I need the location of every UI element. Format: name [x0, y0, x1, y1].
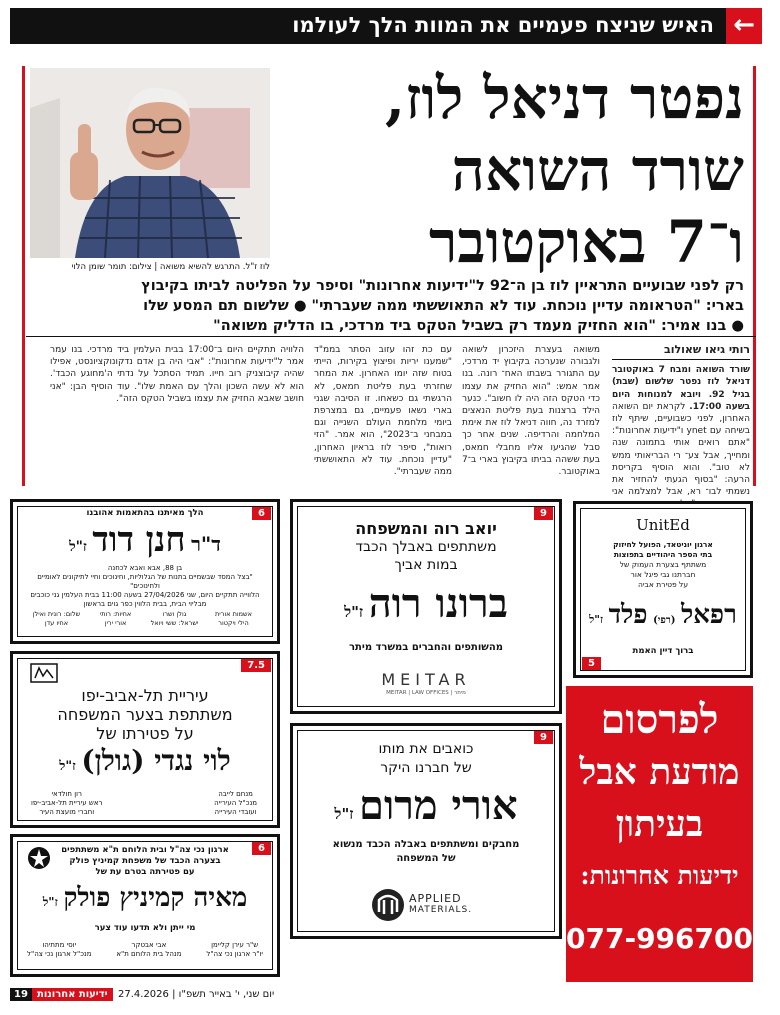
- article-column-1: [612, 343, 751, 498]
- divider: [26, 336, 756, 337]
- sign-role: מנהל בית הלוחם ת"א: [116, 950, 182, 958]
- sub-line: מחבקים ומשתתפים באבלה הכבד מנשוא: [332, 839, 520, 850]
- family-member: שלום: רונית ואילן: [32, 610, 81, 618]
- sub-line: של המשפחה: [396, 853, 456, 864]
- issue-date: יום שני, י' באייר תשפ"ו | 27.4.2026: [118, 989, 275, 1000]
- article-text: הלוויה תתקיים היום ב־17:00 בבית העלמין ביד מרדכי. בנו עמר אמר ל"ידיעות אחרונות": "אבי היה בן אדם נדקונוקציונסט, אפילו שהיה קיבוצניק רוב חייו. תמיד הסתכל על נדתי ה'מחוגע הכבד'. הוא לא עשה השכון והלך עם האמת שלו". עוד הוסיף הבן: "אני חושב שאבא החזיק את עצמו בשביל הטקס הזה".: [50, 345, 304, 404]
- back-arrow-icon[interactable]: ←: [726, 8, 762, 44]
- sign-role: יו"ר ארגון נכי צה"ל: [206, 950, 263, 958]
- notice-line: חברתנו גבי פיגל אור: [630, 570, 696, 579]
- notice-name: חנן דוד: [92, 520, 186, 560]
- sign-line: רון חולדאי: [51, 790, 82, 798]
- price-badge: 9: [534, 731, 553, 744]
- notice-suffix: ז"ל: [69, 539, 87, 555]
- notice-name: ברונו רוה: [368, 580, 508, 627]
- notice-line: משתתפת בצער המשפחה: [57, 705, 233, 724]
- sign-line: ראש עיריית תל-אביב-יפו: [31, 799, 103, 807]
- notice-name: אורי מרום: [359, 782, 518, 829]
- sign-name: אבי אבטקר: [131, 941, 167, 949]
- signature: [206, 941, 263, 959]
- notice-line: במות אביך: [394, 557, 458, 573]
- notice-suffix: ז"ל: [589, 613, 604, 626]
- death-notice-maya-folk: [10, 834, 280, 977]
- notice-motto: מי ייתן ולא תדעו עוד צער: [94, 923, 196, 933]
- notice-header: הלך מאיתנו בהתאמות אהובנו: [86, 508, 204, 518]
- notice-lines: [13, 845, 277, 878]
- notice-line: על פטירת אביה: [637, 580, 689, 589]
- notice-motto: ברוך דיין האמת: [632, 646, 694, 656]
- article-column-3: [314, 344, 452, 484]
- notice-line: עם פטירתה בטרם עת של: [95, 867, 195, 877]
- signature-right: [214, 790, 257, 817]
- death-notice-rafael-peled: [573, 501, 753, 678]
- family-member: ישראל: ששי ויואל: [150, 619, 199, 627]
- notice-name-row: [293, 782, 559, 829]
- price-badge: 7.5: [241, 659, 271, 672]
- family-member: הילי ויקטור: [218, 619, 249, 627]
- section-header: [10, 8, 762, 44]
- logo-text-2: MATERIALS.: [409, 905, 473, 915]
- notice-name: מאיה קמיניץ פולק: [63, 883, 248, 913]
- signature: [116, 941, 181, 959]
- notice-suffix: ז"ל: [344, 603, 364, 621]
- price-badge: 9: [534, 507, 553, 520]
- family-member: אחיו עדן: [44, 619, 69, 627]
- sign-name: יוסי מתתיהו: [42, 941, 77, 949]
- signature-left: [31, 790, 102, 817]
- page-footer: [10, 986, 762, 1006]
- notice-name: לוי נגדי (גולן): [81, 744, 231, 777]
- detail-line: בן 88, אבא ואבא לכחנה: [107, 564, 183, 572]
- sign-line: מנחם לייבה: [218, 790, 253, 798]
- applied-materials-icon: [371, 888, 405, 922]
- notice-name-row: [13, 883, 277, 913]
- notice-name-row: [576, 600, 750, 630]
- logo-text: APPLIED: [409, 892, 462, 905]
- promo-phone[interactable]: 077-9967000: [566, 922, 773, 955]
- notice-lines: [576, 540, 750, 590]
- notice-line: משתתפים באבלך הכבד: [355, 539, 497, 555]
- notice-name-row: [13, 520, 277, 560]
- price-badge: 5: [582, 657, 601, 670]
- death-notice-levi-nagdi: [10, 651, 280, 828]
- family-member: אחיות: רותי: [99, 610, 132, 618]
- detail-line: מבליוי הבית, בבית הלווין כפר גוים בראשון: [83, 600, 207, 608]
- promo-line: מודעת אבל: [579, 751, 740, 793]
- article-text: עם כת זהו עזוב הסתר בממ"ד "שמענו יריות ופיצוץ בקירות, הייתי בטוח שזה יומו האחרון. את המחר שחזרתי בעת פליטת חמאס, לא הרגשתי גם כשאחו. זו הסיבה שגני בארי נשאו פעמיים, גם במצרפת ביומי מלחמת העולם השנייה וגם במבחני ב־2023", הוא אמר. "הזי רואות", סיפר לוז בראיון האחרון, "עדיין נוכחת. עוד לא התאוששתי ממה שעברתי".: [314, 345, 452, 478]
- portrait-illustration: [30, 68, 270, 258]
- sign-line: ועובדי העירייה: [214, 808, 257, 816]
- sign-name: ש"ר עירן קליימן: [211, 941, 259, 949]
- notice-lines: [13, 686, 277, 743]
- article-text: לקראת יום השואה האחרון, לפני כשבועיים, שיתף לוז בשיחה עם ynet ו"ידיעות אחרונות": "אתם רואים אותי בתמונה שנה ומחייך, אבל צע־ רי הבריאותי ממש לא טוב". והוא הוסיף בקריסת הרעה: "בסוף הגעתי להחזיר את נשמתי לבו־ רא, אבל למצלמה אני: [612, 401, 750, 498]
- notice-line: בתי הספר היהודיים בתפוצות: [613, 550, 713, 559]
- notice-line: בצערה הכבד של משפחת קמיניץ פולק: [69, 856, 221, 866]
- death-notice-uri-marom: [290, 723, 562, 939]
- notice-line: ארגון יוניטאד, הפועל לחיזוק: [613, 540, 713, 549]
- detail-line: "בצל המסד שבשמיים בתנות של הגלוליות, וחינוכים וחיי לתיקונים לאומיים ולחינוכים": [37, 573, 253, 590]
- notice-line: עיריית תל-אביב-יפו: [81, 686, 209, 705]
- price-badge: 6: [252, 507, 271, 520]
- death-notice-bruno-rove: [290, 499, 562, 714]
- notice-name-2: פלד: [608, 600, 648, 630]
- photo-caption: לוז ז"ל. התרגש להשיא משואה | צילום: תומר שומן הלוי: [71, 262, 270, 272]
- article-column-4: [50, 344, 304, 484]
- family-member: אורי ירין: [104, 619, 127, 627]
- notice-family: [27, 610, 263, 628]
- notice-sub: [293, 838, 559, 866]
- advertise-promo[interactable]: [566, 686, 773, 982]
- notice-nick: (רפי): [653, 615, 676, 626]
- notice-line: ארגון נכי צה"ל ובית הלוחם ת"א משתתפים: [61, 845, 229, 855]
- notice-lines: [293, 740, 559, 778]
- applied-materials-logo: [371, 886, 491, 926]
- promo-lines: [566, 694, 753, 902]
- byline: רותי גיאו שאולוב: [612, 344, 750, 360]
- family-member: גולן ושרו: [162, 610, 187, 618]
- signature: [27, 941, 91, 959]
- united-logo: UnitEd: [636, 516, 690, 534]
- article-text: משואה בעצרת היזכרון לשואה ולגבורה שנערכה בקיבוץ יד מרדכי, עם התגורר בשבתו האח־ רונה. בנו אמר אמש: "הוא החזיק את עצמו כדי הטקס הזה היה לו חשוב". כנער הילד ברצנות בעת פליטת הנאצים למזרד נה, חווה דניאל לוז את אימת המלחמה והרדיפה. שנים אחר כך סבל שהגיעו אליו מחבלי חמאס, בעת ששהה בביתו בקיבוץ בארי ב־7 באוקטובר.: [462, 345, 600, 478]
- notice-suffix: ז"ל: [334, 805, 354, 823]
- notice-line: של חברנו היקר: [380, 760, 472, 776]
- portrait-photo: [30, 68, 270, 258]
- notice-name-row: [13, 744, 277, 778]
- detail-line: הלווייה תתקיים היום, שני 27/04/2026 בשעה 11:00 בבית העלמין גני כוכבים: [30, 591, 260, 599]
- subheadline-line: בארי: "הטראומה עדיין נוכחת. עוד לא התאוששתי ממה שעברתי" ● שלשום תם המסע שלו: [143, 298, 744, 314]
- headline-line: ו־7 באוקטובר: [429, 208, 744, 276]
- article-lead: שורד השואה ומבח 7 באוקטובר דניאל לוז נפטר שלשום (שבת) בגיל 92. ויובא למנוחות היום בשעה 17:00.: [612, 365, 751, 412]
- notice-suffix: ז"ל: [42, 895, 58, 909]
- death-notice-hanan-david: [10, 499, 280, 644]
- notice-line: משתתף בצערת העמוק של: [619, 560, 707, 569]
- promo-line: ידיעות אחרונות:: [580, 861, 739, 890]
- notice-signatures: [27, 941, 263, 959]
- red-rule-left: [22, 66, 25, 486]
- notice-line: כואבים את מותו: [378, 741, 474, 757]
- notice-name-row: [293, 580, 559, 627]
- notice-name: רפאל: [681, 600, 737, 630]
- sign-role: מנכ"ל ארגון נכי צה"ל: [27, 950, 92, 958]
- sign-line: וחברי מועצת העיר: [39, 808, 95, 816]
- article-column-2: [462, 344, 600, 484]
- price-badge: 6: [252, 842, 271, 855]
- notice-line: יואב רוה והמשפחה: [355, 519, 497, 538]
- headline-line: שורד השואה: [451, 136, 744, 204]
- headline: [294, 62, 744, 278]
- subheadline: [38, 276, 744, 336]
- promo-line: לפרסום: [600, 696, 719, 743]
- meitar-logo: MEITAR: [381, 670, 471, 689]
- meitar-logo-sub: MEITAR | LAW OFFICES | מיתר: [386, 690, 466, 696]
- red-rule-right: [753, 66, 756, 486]
- paper-name: ידיעות אחרונות: [32, 988, 113, 1001]
- notice-title: ד"ר: [191, 532, 221, 556]
- notice-lines: [293, 520, 559, 574]
- notice-line: על פטירתו של: [96, 724, 194, 743]
- headline-line: נפטר דניאל לוז,: [385, 64, 744, 132]
- promo-line: בעיתון: [615, 803, 704, 845]
- subheadline-line: ● בנו אמיר: "הוא החזיק מעמד רק בשביל הטקס ביד מרדכי, בו הדליק משואה": [213, 318, 744, 334]
- subheadline-line: רק לפני שבועיים התראיין לוז בן ה־92 ל"ידיעות אחרונות" וסיפר על הפליטה לביתו בקיבוץ: [141, 278, 744, 294]
- sign-line: מנכ"ל העירייה: [214, 799, 257, 807]
- family-member: אשמות אורית: [215, 610, 252, 618]
- section-title: האיש שניצח פעמיים את המוות הלך לעולמו: [292, 13, 714, 37]
- notice-details: [13, 564, 277, 609]
- notice-sub: מהשותפים והחברים במשרד מיתר: [349, 642, 503, 653]
- page-number: 19: [10, 988, 32, 1001]
- notice-suffix: ז"ל: [59, 759, 76, 774]
- tel-aviv-logo-icon: [29, 662, 59, 684]
